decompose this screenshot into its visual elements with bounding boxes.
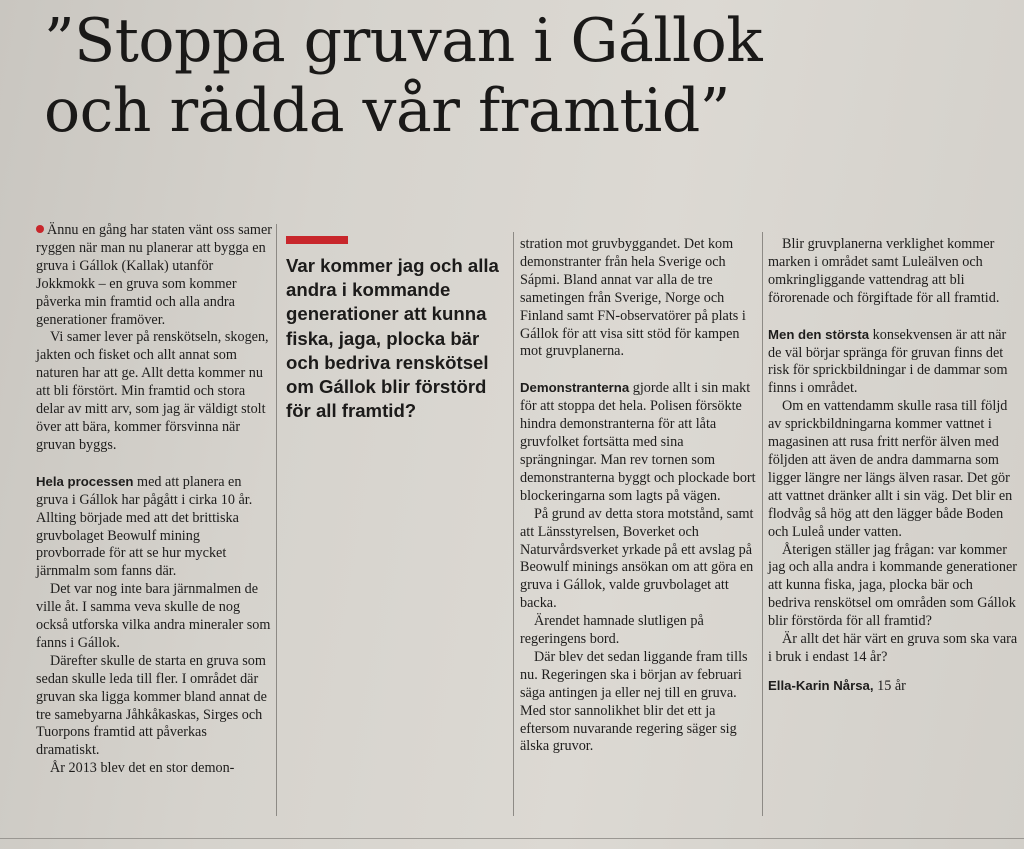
byline [768, 677, 1018, 696]
paragraph: Ännu en gång har staten vänt oss samer ryggen när man nu planerar att bygga en gruva i Gállok (Kallak) utanför Jokkmokk – en gruva som kommer påverka min framtid och alla andra generationer framöver. [36, 222, 272, 328]
paragraph: År 2013 blev det en stor demon- [50, 760, 235, 777]
paragraph: Hela processen med att planera en gruva i Gállok har pågått i cirka 10 år. Allting började med att det brittiska gruvbolaget Beowulf mining provborrade för att se hur mycket järnmalm som fanns där. [36, 473, 253, 580]
headline-line-2: och rädda vår framtid” [44, 76, 730, 146]
lead-in: Men den största [768, 326, 870, 342]
red-bullet-icon [36, 225, 44, 233]
article-column-4 [768, 236, 1018, 696]
paragraph: Men den största konsekvensen är att när de väl börjar spränga för gruvan finns det risk för sprickbildningar i de dammar som finns i området. [768, 326, 1008, 397]
paragraph: Det var nog inte bara järnmalmen de ville åt. I samma veva skulle de nog också utforska vilka andra mineraler som fanns i Gállok. [36, 581, 271, 651]
author-age: 15 år [873, 677, 906, 694]
paragraph: Där blev det sedan liggande fram tills nu. Regeringen ska i början av februari säga antingen ja eller nej till en gruva. Med stor sannolikhet blir det ett ja eftersom nuvarande regering säger sig älska gruvor. [520, 648, 748, 755]
headline-line-1: ”Stoppa gruvan i Gállok [44, 6, 763, 76]
paragraph: Därefter skulle de starta en gruva som sedan skulle leda till fler. I området där gruvan ska ligga kommer bland annat de tre samebyarna Jåhkåkaskas, Sirges och Tuorpons framtid att påverkas dramatiskt. [36, 652, 267, 759]
paragraph: Om en vattendamm skulle rasa till följd av sprickbildningarna kommer vattnet i magasinen att rusa fritt nerför älven med följden att även de andra dammarna som ligger längre ner längs älven rasar. Det gör att vattnet dränker allt i sin väg. Det blir en flodvåg så hög att den lägger både Boden och Luleå under vatten. [768, 398, 1013, 540]
paragraph: Är allt det här värt en gruva som ska vara i bruk i endast 14 år? [768, 631, 1018, 665]
column-divider [276, 224, 277, 816]
lead-in: Hela processen [36, 473, 134, 489]
paragraph: Demonstranterna gjorde allt i sin makt för att stoppa det hela. Polisen försökte hindra demonstranterna för att låta gruvfolket fortsätta med sina sprängningar. Man rev tornen som demonstranterna byggt och plockade bort blockeringarna som lagts på vägen. [520, 380, 756, 504]
article-column-3 [520, 236, 758, 756]
paragraph: På grund av detta stora motstånd, samt att Länsstyrelsen, Boverket och Naturvårdsverket yrkade på ett avslag på Beowulf minings ansökan om att göra en gruva i Gállok, valde gruvbolaget att backa. [520, 505, 754, 612]
article-column-1 [36, 222, 272, 778]
lead-in: Demonstranterna [520, 380, 630, 396]
column-divider [513, 232, 514, 816]
paragraph: Ärendet hamnade slutligen på regeringens bord. [520, 613, 704, 648]
pullquote: Var kommer jag och alla andra i kommande generationer att kunna fiska, jaga, plocka bär och bedriva renskötsel om Gállok blir förstörd för all framtid? [286, 255, 499, 422]
column-divider [762, 232, 763, 816]
pullquote-red-bar [286, 236, 348, 244]
paragraph: Vi samer lever på renskötseln, skogen, jakten och fisket och allt annat som naturen har att ge. Allt detta kommer nu att bli förstört. Min framtid och stora delar av mitt arv, som jag är väldigt stolt över att bära, kommer försvinna när gruvan byggs. [36, 329, 269, 453]
headline [44, 6, 1004, 146]
author-name: Ella-Karin Nårsa, [768, 677, 874, 693]
page-bottom-rule [0, 838, 1024, 839]
paragraph: Återigen ställer jag frågan: var kommer jag och alla andra i kommande generationer att kunna fiska, jaga, plocka bär och bedriva renskötsel om områden som Gállok blir förstörda för all framtid? [768, 541, 1017, 630]
paragraph: Blir gruvplanerna verklighet kommer marken i området samt Luleälven och omkringliggande vattendrag att bli förorenade och förgiftade för all framtid. [768, 236, 1000, 306]
paragraph: stration mot gruvbyggandet. Det kom demonstranter från hela Sverige och Sápmi. Bland annat var alla de tre sametingen från Sverige, Norge och Finland samt FN-observatörer på plats i Gállok för att visa sitt stöd för kampen mot gruvplanerna. [520, 236, 746, 360]
